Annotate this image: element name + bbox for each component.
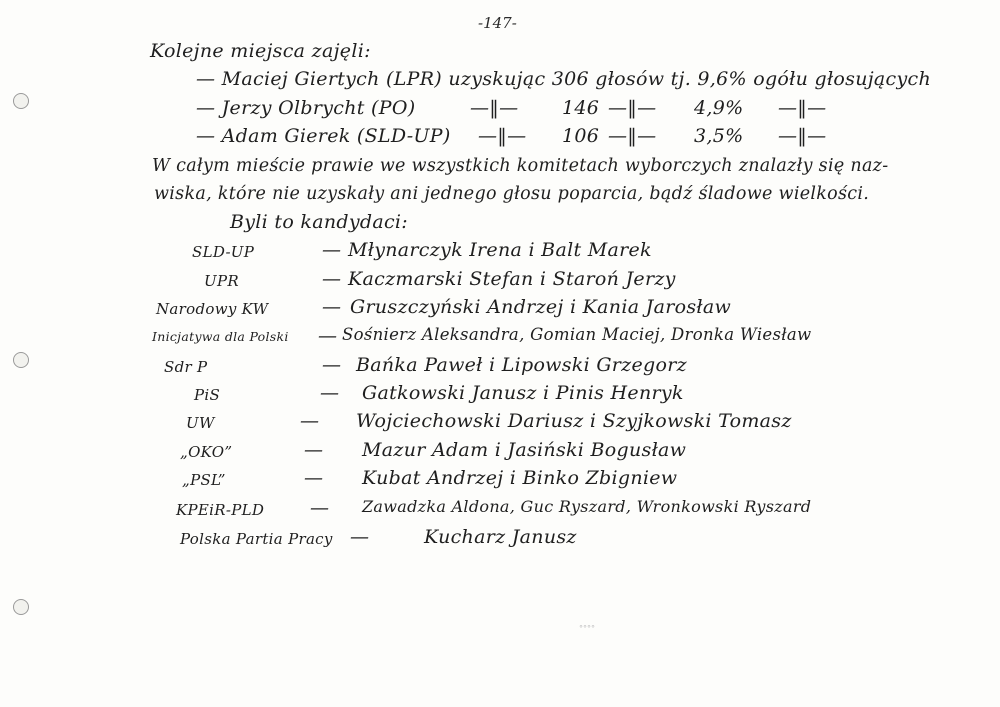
candidate-names: Zawadzka Aldona, Guc Ryszard, Wronkowski Ryszard — [362, 497, 812, 516]
ditto-mark: —‖— — [778, 97, 827, 119]
candidate-names: Kucharz Janusz — [424, 526, 577, 548]
result-pct-olbrycht: 4,9% — [694, 97, 744, 119]
ditto-mark: —‖— — [470, 97, 519, 119]
dash: — — [322, 239, 342, 261]
binder-hole-bottom — [13, 599, 29, 615]
dash: — — [310, 497, 330, 519]
party-label: Polska Partia Pracy — [180, 530, 333, 548]
candidates-intro: Byli to kandydaci: — [230, 211, 408, 233]
party-label: PiS — [194, 386, 221, 404]
party-label: Narodowy KW — [156, 300, 269, 318]
ditto-mark: —‖— — [778, 125, 827, 147]
party-label: KPEiR-PLD — [176, 501, 265, 519]
candidate-names: Mazur Adam i Jasiński Bogusław — [362, 439, 687, 461]
dash: — — [304, 467, 324, 489]
dash: — — [322, 354, 342, 376]
dash: — — [350, 526, 370, 548]
dash: — — [304, 439, 324, 461]
party-label: UW — [186, 414, 215, 432]
party-label: „PSL” — [182, 471, 226, 489]
binder-hole-top — [13, 93, 29, 109]
party-label: Inicjatywa dla Polski — [152, 329, 289, 344]
dash: — — [322, 268, 342, 290]
result-line-giertych: — Maciej Giertych (LPR) uzyskując 306 głosów tj. 9,6% ogółu głosujących — [196, 68, 932, 90]
candidate-names: Sośnierz Aleksandra, Gomian Maciej, Dronka Wiesław — [342, 325, 812, 344]
paragraph-line-1: W całym mieście prawie we wszystkich komitetach wyborczych znalazły się naz- — [152, 156, 889, 176]
dash: — — [320, 382, 340, 404]
candidate-names: Kaczmarski Stefan i Staroń Jerzy — [348, 268, 676, 290]
party-label: UPR — [204, 272, 239, 290]
faint-stamp-mark: °°°° — [579, 624, 595, 633]
dash: — — [318, 325, 338, 347]
result-name-gierek: — Adam Gierek (SLD-UP) — [196, 125, 451, 147]
binder-hole-middle — [13, 352, 29, 368]
intro-line: Kolejne miejsca zajęli: — [150, 40, 371, 62]
party-label: Sdr P — [164, 358, 208, 376]
result-votes-olbrycht: 146 — [562, 97, 600, 119]
candidate-names: Gruszczyński Andrzej i Kania Jarosław — [350, 296, 732, 318]
ditto-mark: —‖— — [608, 125, 657, 147]
candidate-names: Gatkowski Janusz i Pinis Henryk — [362, 382, 684, 404]
candidate-names: Bańka Paweł i Lipowski Grzegorz — [356, 354, 687, 376]
candidate-names: Młynarczyk Irena i Balt Marek — [348, 239, 652, 261]
result-pct-gierek: 3,5% — [694, 125, 744, 147]
page-number: -147- — [478, 14, 517, 32]
party-label: SLD-UP — [192, 243, 255, 261]
ditto-mark: —‖— — [608, 97, 657, 119]
dash: — — [322, 296, 342, 318]
paragraph-line-2: wiska, które nie uzyskały ani jednego głosu poparcia, bądź śladowe wielkości. — [154, 184, 870, 204]
dash: — — [300, 410, 320, 432]
candidate-names: Wojciechowski Dariusz i Szyjkowski Tomasz — [356, 410, 792, 432]
candidate-names: Kubat Andrzej i Binko Zbigniew — [362, 467, 678, 489]
result-votes-gierek: 106 — [562, 125, 600, 147]
ditto-mark: —‖— — [478, 125, 527, 147]
result-name-olbrycht: — Jerzy Olbrycht (PO) — [196, 97, 416, 119]
party-label: „OKO” — [180, 443, 233, 461]
